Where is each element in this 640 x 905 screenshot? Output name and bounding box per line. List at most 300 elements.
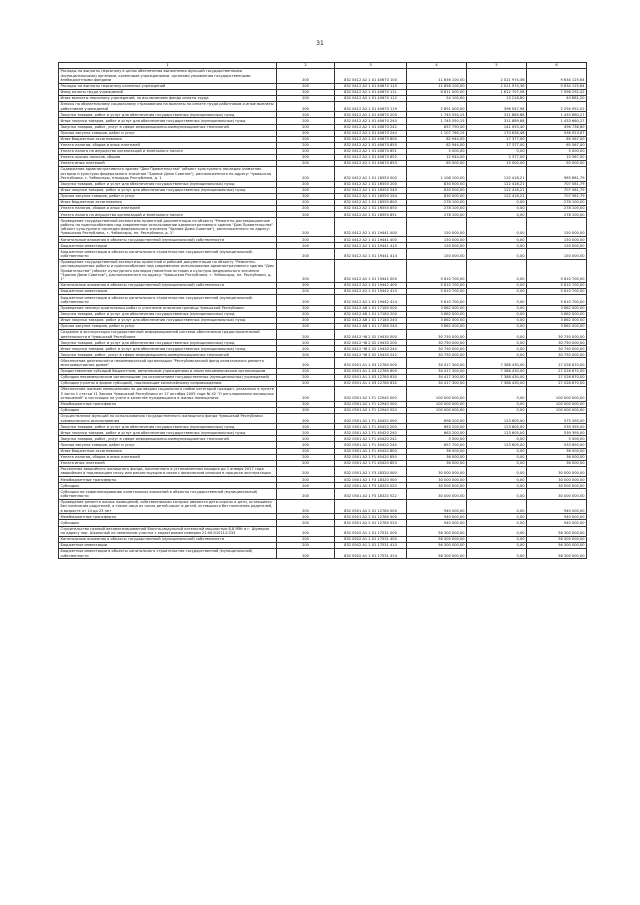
row-unexecuted: 10 567,00 <box>527 154 587 160</box>
row-code: 832 0412 А2 1 01 16550 240 <box>335 187 407 193</box>
row-executed: 0,00 <box>467 305 527 311</box>
row-name: Субсидии <box>59 520 277 526</box>
row-code: 832 0412 А2 1 01 40670 242 <box>335 124 407 130</box>
row-name: Закупка товаров, работ и услуг для обеспечения государственных (муниципальных) нужд <box>59 112 277 118</box>
row-name: Иные выплаты персоналу учреждений, за исключением фонда оплаты труда <box>59 95 277 101</box>
row-code: 832 0412 А2 1 01 40670 851 <box>335 148 407 154</box>
row-name: Уплата налогов, сборов и иных платежей <box>59 206 277 212</box>
row-name: Предоставление субсидий бюджетным, автономным учреждениям и иным некоммерческим организациям <box>59 368 277 374</box>
row-name: Закупка товаров, работ, услуг в сфере информационно-коммуникационных технологий <box>59 436 277 442</box>
row-code: 832 0412 А2 1 01 40670 110 <box>335 83 407 89</box>
row-name: Субсидии <box>59 483 277 489</box>
row-name: Бюджетные инвестиции <box>59 542 277 548</box>
row-name: Осуществление функций по использованию государственного жилищного фонда Чувашской Республики коммерческого использования <box>59 413 277 423</box>
row-unexecuted: 707 581,79 <box>527 187 587 193</box>
row-approved: 150 000,00 <box>407 237 467 243</box>
row-approved: 34 417 300,00 <box>407 374 467 380</box>
row-unexecuted: 100 000 000,00 <box>527 401 587 407</box>
table-row <box>59 358 587 368</box>
row-unexecuted: 3 862 000,00 <box>527 311 587 317</box>
row-grbs: 200 <box>277 368 335 374</box>
header-cell: 3 <box>335 63 407 69</box>
row-approved: 3 862 000,00 <box>407 317 467 323</box>
row-code: 832 0412 А2 1 01 19442 414 <box>335 295 407 305</box>
table-row <box>59 387 587 402</box>
row-unexecuted: 65 567,00 <box>527 142 587 148</box>
row-code: 832 0502 А1 1 01 17531 400 <box>335 536 407 542</box>
row-executed: 0,00 <box>467 323 527 329</box>
row-name: Взносы по обязательному социальному страхованию на выплаты по оплате труда работников и иные выплаты работникам учреждений <box>59 101 277 111</box>
row-name: Субсидии на софинансирование капитальных вложений в объекты государственной (муниципальной) собственности <box>59 489 277 499</box>
row-code: 832 0412 А2 1 01 40670 850 <box>335 142 407 148</box>
row-approved: 830 000,00 <box>407 181 467 187</box>
row-executed: 0,00 <box>467 387 527 402</box>
row-approved: 830 000,00 <box>407 187 467 193</box>
row-grbs: 200 <box>277 124 335 130</box>
row-name: Уплата иных платежей <box>59 460 277 466</box>
row-approved: 278 100,00 <box>407 199 467 205</box>
row-approved: 82 944,00 <box>407 136 467 142</box>
row-unexecuted: 7 098 292,42 <box>527 89 587 95</box>
row-executed: 0,00 <box>467 282 527 288</box>
row-grbs: 200 <box>277 259 335 282</box>
row-unexecuted: 1 433 660,27 <box>527 112 587 118</box>
row-unexecuted: 539 395,00 <box>527 430 587 436</box>
row-code: 832 0412 А2 1 01 16550 851 <box>335 212 407 218</box>
row-name: Обеспечение жильем помещениями по договорам социального найма категорий граждан, указанных в пункте 3 части 1 статьи 11 Закона Чувашской Республики от 17 октября 2005 года № 42 "О регулировании жилищных отношений" и состоящих на учете в качестве нуждающихся в жилых помещениях <box>59 387 277 402</box>
row-grbs: 200 <box>277 514 335 520</box>
row-unexecuted: 539 395,00 <box>527 424 587 430</box>
row-executed: 0,00 <box>467 477 527 483</box>
row-name: Бюджетные инвестиции в объекты капитального строительства государственной (муниципальной) собственности <box>59 549 277 559</box>
row-grbs: 200 <box>277 249 335 259</box>
row-name: Бюджетные инвестиции <box>59 289 277 295</box>
row-approved: 5 500,00 <box>407 436 467 442</box>
row-unexecuted: 56 300 000,00 <box>527 536 587 542</box>
row-name: Уплата прочих налогов, сборов <box>59 154 277 160</box>
row-grbs: 200 <box>277 436 335 442</box>
row-executed: 13 218,80 <box>467 95 527 101</box>
row-code: 832 0412 Ч8 2 02 19430 240 <box>335 346 407 352</box>
row-executed: 0,00 <box>467 218 527 237</box>
row-name: Проведение государственной экспертизы проектной и рабочей документации по объекту "Ремонтно-реставрационные работы и приспособление под современное использование административного здания "Дом Правительства" (объект культурного наследия (памятник истории и культуры федерального значения "Здание Дома Советов"), расположенного по адресу: Чувашская Республика, г. Чебоксары, пл. Республики, д. 1" <box>59 259 277 282</box>
row-code: 832 0412 А2 1 01 40670 100 <box>335 69 407 84</box>
row-name: Субсидии (гранты в форме субсидий), подлежащие казначейскому сопровождению <box>59 380 277 386</box>
row-executed: 7 388 430,00 <box>467 380 527 386</box>
row-name: Содержание административного здания "Дом Правительства" (объект культурного наследия (памятник истории и культуры федерального значения "Здание Дома Советов"), расположенного по адресу: Чувашская Республика, г. Чебоксары, площадь Республики, д. 1 <box>59 167 277 182</box>
row-code: 832 0501 А2 1 F3 18320 000 <box>335 466 407 476</box>
row-unexecuted: 575 395,00 <box>527 413 587 423</box>
row-executed: 7 388 430,00 <box>467 374 527 380</box>
row-grbs: 200 <box>277 130 335 136</box>
row-unexecuted: 496 736,60 <box>527 124 587 130</box>
row-approved: 30 000 000,00 <box>407 477 467 483</box>
row-executed: 0,00 <box>467 549 527 559</box>
row-executed: 17 377,00 <box>467 142 527 148</box>
row-grbs: 200 <box>277 282 335 288</box>
row-approved: 5 610 700,00 <box>407 289 467 295</box>
row-name: Закупка товаров, работ, услуг в сфере информационно-коммуникационных технологий <box>59 124 277 130</box>
row-unexecuted: 985 681,79 <box>527 167 587 182</box>
row-grbs: 200 <box>277 212 335 218</box>
row-code: 832 0412 А2 1 01 40670 112 <box>335 95 407 101</box>
row-grbs: 200 <box>277 148 335 154</box>
row-code: 832 0501 А1 1 03 12780 600 <box>335 368 407 374</box>
row-code: 832 0501 А2 1 F1 40420 850 <box>335 454 407 460</box>
row-executed: 0,00 <box>467 206 527 212</box>
row-code: 832 0502 А1 1 01 17531 000 <box>335 526 407 536</box>
row-unexecuted: 9 634 125,64 <box>527 69 587 84</box>
row-code: 832 0501 А2 1 F1 12940 500 <box>335 401 407 407</box>
row-grbs: 200 <box>277 340 335 346</box>
row-grbs: 200 <box>277 206 335 212</box>
row-approved: 56 300 000,00 <box>407 526 467 536</box>
row-executed: 0,00 <box>467 407 527 413</box>
row-unexecuted: 27 028 870,00 <box>527 358 587 368</box>
row-grbs: 200 <box>277 237 335 243</box>
row-code: 832 0412 А2 1 01 16550 800 <box>335 199 407 205</box>
row-unexecuted: 36 000,00 <box>527 454 587 460</box>
row-grbs: 200 <box>277 167 335 182</box>
row-unexecuted: 936 923,67 <box>527 130 587 136</box>
row-executed: 0,00 <box>467 536 527 542</box>
table-row <box>59 167 587 182</box>
row-executed: 123 605,00 <box>467 424 527 430</box>
row-code: 832 0501 А2 1 F1 40420 242 <box>335 436 407 442</box>
row-grbs: 200 <box>277 136 335 142</box>
row-unexecuted: 5 610 700,00 <box>527 282 587 288</box>
row-unexecuted: 56 300 000,00 <box>527 549 587 559</box>
row-unexecuted: 3 862 000,00 <box>527 305 587 311</box>
row-grbs: 200 <box>277 489 335 499</box>
row-approved: 34 417 300,00 <box>407 358 467 368</box>
row-code: 832 0501 А2 1 F1 40420 000 <box>335 413 407 423</box>
row-unexecuted: 27 028 870,00 <box>527 380 587 386</box>
row-code: 832 0501 А2 1 F3 18320 500 <box>335 477 407 483</box>
row-unexecuted: 50 000,00 <box>527 160 587 166</box>
row-grbs: 200 <box>277 69 335 84</box>
row-name: Расселение аварийного жилищного фонда, признанного в установленном порядке до 1 января 2017 года аварийным и подлежащим сносу или реконструкции в связи с физическим износом в процессе эксплуатации <box>59 466 277 476</box>
row-executed: 123 605,00 <box>467 413 527 423</box>
row-code: 832 0412 А2 1 01 19442 410 <box>335 289 407 295</box>
row-approved: 30 750 000,00 <box>407 340 467 346</box>
row-executed: 311 889,88 <box>467 112 527 118</box>
row-executed: 2 021 974,36 <box>467 69 527 84</box>
row-code: 832 0501 А2 1 F1 12940 520 <box>335 407 407 413</box>
row-grbs: 200 <box>277 193 335 199</box>
row-unexecuted: 5 610 700,00 <box>527 259 587 282</box>
row-executed: 0,00 <box>467 340 527 346</box>
row-approved: 30 000 000,00 <box>407 489 467 499</box>
row-name: Иные бюджетные ассигнования <box>59 448 277 454</box>
row-grbs: 200 <box>277 442 335 448</box>
page-number: 31 <box>316 40 324 47</box>
row-name: Иные закупки товаров, работ и услуг для обеспечения государственных (муниципальных) нужд <box>59 317 277 323</box>
row-executed: 0,00 <box>467 295 527 305</box>
row-code: 832 0412 А2 1 01 40670 853 <box>335 160 407 166</box>
row-name: Обеспечение деятельности некоммерческой организации "Республиканский фонд капитального ремонта многоквартирных домов" <box>59 358 277 368</box>
row-executed: 0,00 <box>467 526 527 536</box>
row-name: Субсидии <box>59 407 277 413</box>
row-grbs: 200 <box>277 329 335 339</box>
row-code: 832 0412 А2 1 01 19441 000 <box>335 218 407 237</box>
row-grbs: 200 <box>277 499 335 514</box>
row-executed: 0,00 <box>467 317 527 323</box>
row-executed: 0,00 <box>467 466 527 476</box>
row-unexecuted: 940 000,00 <box>527 514 587 520</box>
row-code: 832 0412 А2 1 01 19441 400 <box>335 237 407 243</box>
row-unexecuted: 5 000,00 <box>527 148 587 154</box>
row-executed: 0,00 <box>467 483 527 489</box>
row-code: 832 0412 А2 1 01 16550 850 <box>335 206 407 212</box>
row-code: 832 0502 А1 1 01 17531 414 <box>335 549 407 559</box>
row-executed: 0,00 <box>467 199 527 205</box>
header-cell: 1 <box>59 63 277 69</box>
row-approved: 30 750 000,00 <box>407 329 467 339</box>
row-executed: 0,00 <box>467 259 527 282</box>
row-approved: 11 656 100,00 <box>407 69 467 84</box>
budget-table <box>58 62 587 559</box>
row-code: 832 0501 А1 1 03 12780 000 <box>335 358 407 368</box>
row-code: 832 0412 А2 1 01 40670 200 <box>335 112 407 118</box>
row-approved: 36 000,00 <box>407 448 467 454</box>
row-grbs: 200 <box>277 160 335 166</box>
row-approved: 65 000,00 <box>407 160 467 166</box>
row-code: 832 0412 А2 1 01 40670 800 <box>335 136 407 142</box>
row-code: 832 0412 А8 1 01 17180 000 <box>335 305 407 311</box>
row-grbs: 200 <box>277 142 335 148</box>
table-row <box>59 499 587 514</box>
table-row <box>59 413 587 423</box>
row-name: Прочая закупка товаров, работ и услуг <box>59 323 277 329</box>
row-executed: 0,00 <box>467 329 527 339</box>
row-approved: 30 000 000,00 <box>407 466 467 476</box>
row-grbs: 200 <box>277 358 335 368</box>
row-code: 832 0501 А1 1 03 12780 630 <box>335 374 407 380</box>
header-cell: 6 <box>527 63 587 69</box>
row-name: Прочая закупка товаров, работ и услуг <box>59 442 277 448</box>
row-executed: 0,00 <box>467 514 527 520</box>
row-grbs: 200 <box>277 112 335 118</box>
row-unexecuted: 30 000 000,00 <box>527 466 587 476</box>
row-approved: 100 000 000,00 <box>407 387 467 402</box>
row-grbs: 200 <box>277 387 335 402</box>
row-grbs: 200 <box>277 305 335 311</box>
row-executed: 0,00 <box>467 237 527 243</box>
row-approved: 36 000,00 <box>407 460 467 466</box>
row-executed: 0,00 <box>467 454 527 460</box>
row-approved: 5 000,00 <box>407 148 467 154</box>
row-unexecuted: 278 100,00 <box>527 199 587 205</box>
row-grbs: 200 <box>277 424 335 430</box>
row-executed: 7 388 430,00 <box>467 358 527 368</box>
row-executed: 1 612 707,58 <box>467 89 527 95</box>
row-approved: 56 300 000,00 <box>407 542 467 548</box>
row-unexecuted: 940 000,00 <box>527 520 587 526</box>
row-code: 832 0412 Ч8 2 02 19430 000 <box>335 329 407 339</box>
row-unexecuted: 3 862 000,00 <box>527 317 587 323</box>
row-unexecuted: 36 000,00 <box>527 448 587 454</box>
row-code: 832 0501 А2 1 F1 40420 853 <box>335 460 407 466</box>
row-executed: 0,00 <box>467 212 527 218</box>
row-executed: 0,00 <box>467 542 527 548</box>
row-grbs: 200 <box>277 154 335 160</box>
row-executed: 0,00 <box>467 489 527 499</box>
row-approved: 663 200,00 <box>407 424 467 430</box>
row-unexecuted: 707 581,79 <box>527 181 587 187</box>
row-approved: 1 107 760,15 <box>407 130 467 136</box>
row-approved: 36 000,00 <box>407 454 467 460</box>
row-executed: 122 418,21 <box>467 181 527 187</box>
row-code: 832 0412 А2 1 01 40670 852 <box>335 154 407 160</box>
row-unexecuted: 5 610 700,00 <box>527 289 587 295</box>
row-grbs: 200 <box>277 413 335 423</box>
header-cell: 4 <box>407 63 467 69</box>
row-unexecuted: 56 300 000,00 <box>527 542 587 548</box>
row-grbs: 200 <box>277 89 335 95</box>
row-executed: 0,00 <box>467 346 527 352</box>
row-unexecuted: 30 750 000,00 <box>527 329 587 339</box>
table-row <box>59 329 587 339</box>
row-unexecuted: 65 567,00 <box>527 136 587 142</box>
row-executed: 122 418,21 <box>467 187 527 193</box>
row-grbs: 200 <box>277 352 335 358</box>
row-executed: 0,00 <box>467 460 527 466</box>
header-cell: 5 <box>467 63 527 69</box>
row-executed: 2 021 974,36 <box>467 83 527 89</box>
row-name: Проведение государственной экспертизы проектной документации по объекту "Ремонтно-реставрационные работы по приспособлению под современное использование административного здания "Дом Правительства" (объект культурного наследия федерального значения "Здание Дома Советов"), расположенного по адресу: Чувашская Республика, г. Чебоксары, пл. Республики, д. 1" <box>59 218 277 237</box>
row-grbs: 200 <box>277 317 335 323</box>
row-grbs: 200 <box>277 83 335 89</box>
table-row <box>59 218 587 237</box>
row-approved: 1 745 550,15 <box>407 118 467 124</box>
row-name: Капитальные вложения в объекты государственной (муниципальной) собственности <box>59 536 277 542</box>
row-approved: 30 000 000,00 <box>407 483 467 489</box>
row-name: Уплата налогов, сборов и иных платежей <box>59 142 277 148</box>
row-unexecuted: 5 610 700,00 <box>527 295 587 305</box>
row-unexecuted: 30 750 000,00 <box>527 352 587 358</box>
row-name: Бюджетные инвестиции <box>59 243 277 249</box>
row-approved: 278 100,00 <box>407 212 467 218</box>
row-unexecuted: 150 000,00 <box>527 243 587 249</box>
row-executed: 123 605,00 <box>467 442 527 448</box>
row-code: 832 0412 А2 1 01 16550 000 <box>335 167 407 182</box>
row-code: 832 0501 А2 1 F3 18320 520 <box>335 483 407 489</box>
row-executed: 15 000,00 <box>467 160 527 166</box>
row-name: Расходы на выплаты персоналу в целях обеспечения выполнения функций государственными (муниципальными) органами, казенными учреждениями, органами управления государственными внебюджетными фондами <box>59 69 277 84</box>
row-grbs: 200 <box>277 542 335 548</box>
row-grbs: 200 <box>277 95 335 101</box>
header-cell: 2 <box>277 63 335 69</box>
row-unexecuted: 30 000 000,00 <box>527 483 587 489</box>
row-executed: 0,00 <box>467 243 527 249</box>
row-grbs: 200 <box>277 323 335 329</box>
row-name: Иные закупки товаров, работ и услуг для обеспечения государственных (муниципальных) нужд <box>59 430 277 436</box>
row-name: Иные бюджетные ассигнования <box>59 136 277 142</box>
row-name: Бюджетные инвестиции в объекты капитального строительства государственной (муниципальной) собственности <box>59 295 277 305</box>
row-code: 832 0501 А2 1 F3 18320 522 <box>335 489 407 499</box>
row-grbs: 200 <box>277 477 335 483</box>
row-grbs: 200 <box>277 401 335 407</box>
row-unexecuted: 707 581,79 <box>527 193 587 199</box>
row-approved: 940 000,00 <box>407 520 467 526</box>
row-executed: 0,00 <box>467 352 527 358</box>
row-executed: 0,00 <box>467 499 527 514</box>
table-row <box>59 259 587 282</box>
row-grbs: 200 <box>277 295 335 305</box>
row-unexecuted: 27 028 870,00 <box>527 374 587 380</box>
row-executed: 0,00 <box>467 448 527 454</box>
row-grbs: 200 <box>277 549 335 559</box>
row-unexecuted: 2 294 952,02 <box>527 101 587 111</box>
row-name: Капитальные вложения в объекты государственной (муниципальной) собственности <box>59 282 277 288</box>
row-approved: 12 944,00 <box>407 154 467 160</box>
row-approved: 11 656 100,00 <box>407 83 467 89</box>
row-grbs: 200 <box>277 346 335 352</box>
row-name: Межбюджетные трансферты <box>59 401 277 407</box>
row-grbs: 200 <box>277 311 335 317</box>
row-grbs: 200 <box>277 520 335 526</box>
row-executed: 396 047,98 <box>467 101 527 111</box>
row-name: Уплата налогов, сборов и иных платежей <box>59 454 277 460</box>
row-name: Закупка товаров, работ и услуг для обеспечения государственных (муниципальных) нужд <box>59 181 277 187</box>
row-grbs: 200 <box>277 466 335 476</box>
row-approved: 698 200,00 <box>407 413 467 423</box>
row-approved: 150 000,00 <box>407 249 467 259</box>
table-row <box>59 69 587 84</box>
row-code: 832 0412 А2 1 01 19441 414 <box>335 249 407 259</box>
row-grbs: 200 <box>277 454 335 460</box>
row-unexecuted: 30 000 000,00 <box>527 477 587 483</box>
table-row <box>59 295 587 305</box>
row-executed: 0,00 <box>467 148 527 154</box>
row-approved: 3 862 000,00 <box>407 311 467 317</box>
row-grbs: 200 <box>277 289 335 295</box>
row-approved: 150 000,00 <box>407 243 467 249</box>
row-name: Капитальные вложения в объекты государственной (муниципальной) собственности <box>59 237 277 243</box>
row-unexecuted: 5 500,00 <box>527 436 587 442</box>
row-name: Иные закупки товаров, работ и услуг для обеспечения государственных (муниципальных) нужд <box>59 187 277 193</box>
row-approved: 34 417 300,00 <box>407 368 467 374</box>
row-name: Уплата иных платежей <box>59 160 277 166</box>
row-code: 832 0501 А2 1 F1 40420 244 <box>335 442 407 448</box>
row-executed: 0,00 <box>467 520 527 526</box>
row-approved: 637 790,00 <box>407 124 467 130</box>
row-code: 832 0501 А2 2 01 12780 000 <box>335 499 407 514</box>
row-code: 832 0412 А2 1 01 40670 244 <box>335 130 407 136</box>
row-approved: 54 100,00 <box>407 95 467 101</box>
row-grbs: 200 <box>277 187 335 193</box>
row-grbs: 200 <box>277 374 335 380</box>
row-unexecuted: 278 100,00 <box>527 206 587 212</box>
row-approved: 2 691 000,00 <box>407 101 467 111</box>
row-unexecuted: 100 000 000,00 <box>527 387 587 402</box>
row-approved: 5 610 700,00 <box>407 259 467 282</box>
row-approved: 5 610 700,00 <box>407 282 467 288</box>
row-executed: 122 418,21 <box>467 167 527 182</box>
row-code: 832 0412 А8 1 01 17180 240 <box>335 317 407 323</box>
row-name: Создание и эксплуатация государственной информационной системы обеспечения градостроительной деятельности в Чувашской Республике <box>59 329 277 339</box>
row-approved: 657 700,00 <box>407 442 467 448</box>
row-code: 832 0412 А2 1 01 16550 200 <box>335 181 407 187</box>
row-approved: 5 610 700,00 <box>407 295 467 305</box>
row-name: Уплата налога на имущество организаций и земельного налога <box>59 148 277 154</box>
row-unexecuted: 27 028 870,00 <box>527 368 587 374</box>
row-code: 832 0412 А2 1 01 19442 400 <box>335 282 407 288</box>
row-approved: 100 000 000,00 <box>407 407 467 413</box>
row-grbs: 200 <box>277 380 335 386</box>
row-executed: 311 889,88 <box>467 118 527 124</box>
